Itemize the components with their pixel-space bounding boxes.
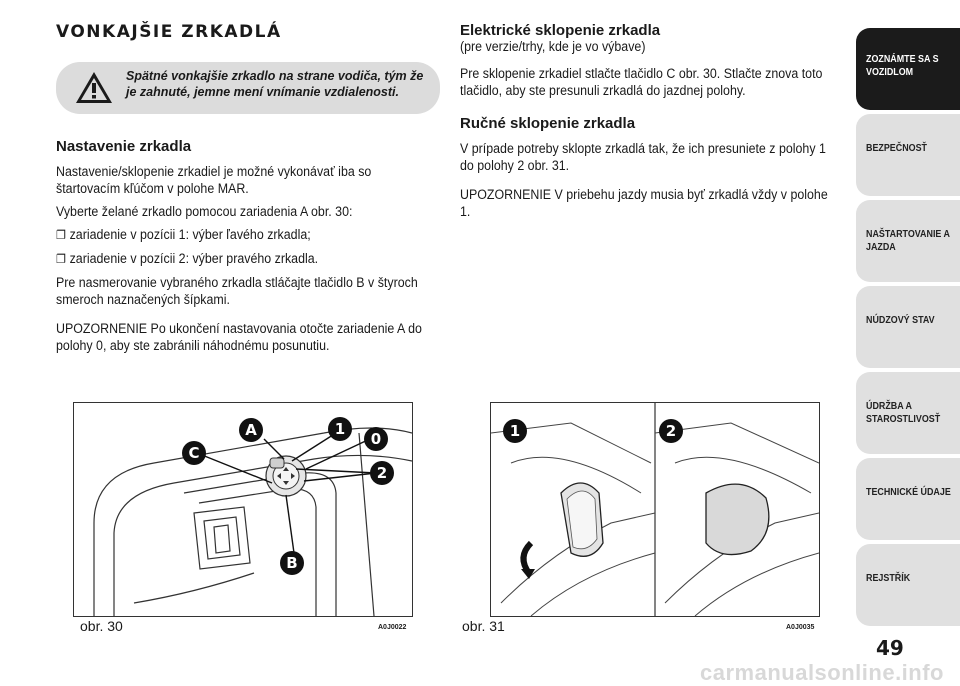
label-a: A xyxy=(239,418,263,442)
figure-code: A0J0022 xyxy=(378,624,407,631)
tab-emergency[interactable]: NÚDZOVÝ STAV xyxy=(856,286,960,368)
paragraph: UPOZORNENIE V priebehu jazdy musia byť zrkadlá vždy v polohe 1. xyxy=(460,187,828,219)
list-item: ❐ zariadenie v pozícii 1: výber ľavého zrkadla; xyxy=(56,227,311,242)
manual-fold-title: Ručné sklopenie zrkadla xyxy=(460,115,636,132)
electric-fold-title: Elektrické sklopenie zrkadla xyxy=(460,22,661,39)
paragraph: Pre nasmerovanie vybraného zrkadla stláčajte tlačidlo B v štyroch smeroch naznačených šípkami. xyxy=(56,275,418,307)
list-item: ❐ zariadenie v pozícii 2: výber pravého zrkadla. xyxy=(56,251,319,266)
tab-maintenance[interactable]: ÚDRŽBA A STAROSTLIVOSŤ xyxy=(856,372,960,454)
subtitle: (pre verzie/trhy, kde je vo výbave) xyxy=(460,39,646,54)
section-heading: VONKAJŠIE ZRKADLÁ xyxy=(56,22,282,42)
right-column xyxy=(460,22,850,226)
tab-technical-data[interactable]: TECHNICKÉ ÚDAJE xyxy=(856,458,960,540)
label-2: 2 xyxy=(370,461,394,485)
figure-caption: obr. 31 xyxy=(462,618,505,634)
warning-icon xyxy=(74,70,114,106)
paragraph: Pre sklopenie zrkadiel stlačte tlačidlo C obr. 30. Stlačte znova toto tlačidlo, aby ste presunuli zrkadlá do jazdnej polohy. xyxy=(460,66,823,98)
checkbox-bullet-icon: ❐ xyxy=(56,252,66,266)
label-2: 2 xyxy=(659,419,683,443)
tab-starting-driving[interactable]: NAŠTARTOVANIE A JAZDA xyxy=(856,200,960,282)
figure-caption: obr. 30 xyxy=(80,618,123,634)
label-1: 1 xyxy=(503,419,527,443)
page-number: 49 xyxy=(876,636,904,660)
paragraph: UPOZORNENIE Po ukončení nastavovania otočte zariadenie A do polohy 0, aby ste zabránili náhodnému posunutiu. xyxy=(56,321,422,353)
label-c: C xyxy=(182,441,206,465)
checkbox-bullet-icon: ❐ xyxy=(56,228,66,242)
adjust-mirror-title: Nastavenie zrkadla xyxy=(56,138,192,155)
label-b: B xyxy=(280,551,304,575)
figure-30 xyxy=(73,402,413,617)
figure-code: A0J0035 xyxy=(786,624,815,631)
warning-box xyxy=(56,62,440,114)
warning-text: Spätné vonkajšie zrkadlo na strane vodiča, tým že je zahnuté, jemne mení vnímanie vzdialenosti. xyxy=(126,69,424,99)
label-1: 1 xyxy=(328,417,352,441)
label-0: 0 xyxy=(364,427,388,451)
paragraph: V prípade potreby sklopte zrkadlá tak, že ich presuniete z polohy 1 do polohy 2 obr. 31. xyxy=(460,141,826,173)
tab-getting-to-know[interactable]: ZOZNÁMTE SA S VOZIDLOM xyxy=(856,28,960,110)
tab-safety[interactable]: BEZPEČNOSŤ xyxy=(856,114,960,196)
paragraph: Vyberte želané zrkadlo pomocou zariadenia A obr. 30: xyxy=(56,204,353,219)
left-column xyxy=(56,138,476,360)
figure-31 xyxy=(490,402,820,617)
tab-index[interactable]: REJSTŘÍK xyxy=(856,544,960,626)
paragraph: Nastavenie/sklopenie zrkadiel je možné vykonávať iba so štartovacím kľúčom v polohe MAR. xyxy=(56,164,372,196)
watermark: carmanualsonline.info xyxy=(700,660,944,685)
mirror-fold-illustration xyxy=(491,403,819,616)
